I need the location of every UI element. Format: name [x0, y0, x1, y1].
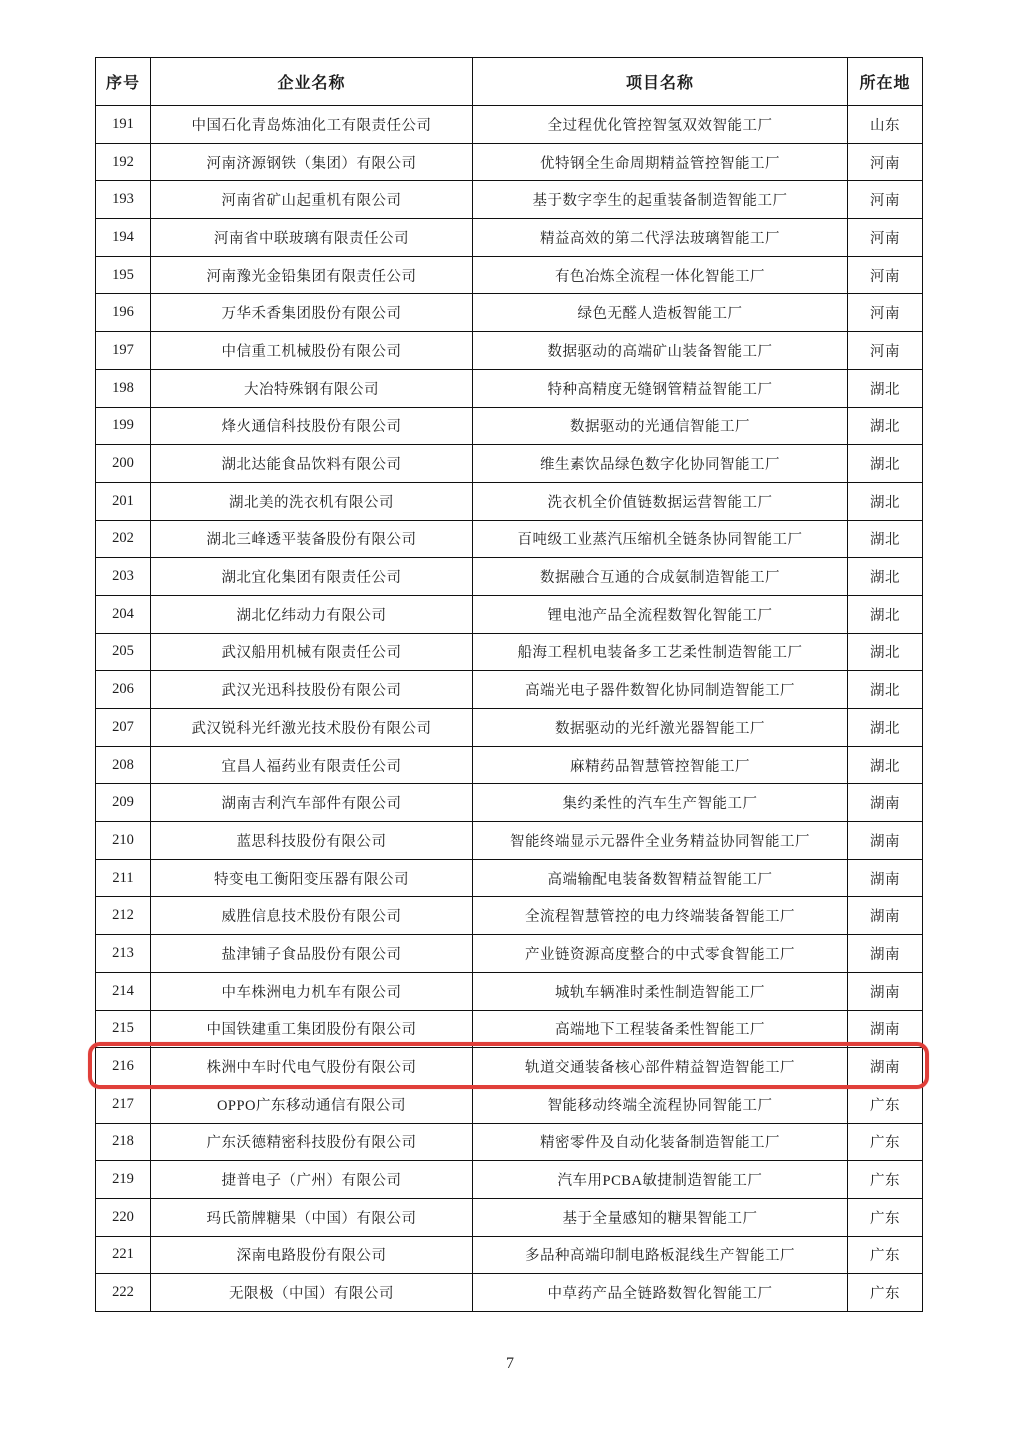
row-number: 204: [96, 595, 151, 633]
location: 山东: [848, 106, 923, 144]
project-name: 基于全量感知的糖果智能工厂: [473, 1198, 848, 1236]
location: 河南: [848, 256, 923, 294]
table-row: [96, 1161, 923, 1199]
row-number: 193: [96, 181, 151, 219]
company-name: 湖北三峰透平装备股份有限公司: [151, 520, 473, 558]
location: 湖北: [848, 482, 923, 520]
company-name: 河南济源钢铁（集团）有限公司: [151, 143, 473, 181]
table-row: [96, 219, 923, 257]
row-number: 213: [96, 935, 151, 973]
project-name: 集约柔性的汽车生产智能工厂: [473, 784, 848, 822]
project-name: 中草药产品全链路数智化智能工厂: [473, 1274, 848, 1312]
project-name: 精益高效的第二代浮法玻璃智能工厂: [473, 219, 848, 257]
location: 湖北: [848, 369, 923, 407]
location: 河南: [848, 294, 923, 332]
project-name: 麻精药品智慧管控智能工厂: [473, 746, 848, 784]
row-number: 222: [96, 1274, 151, 1312]
location: 湖北: [848, 445, 923, 483]
project-name: 锂电池产品全流程数智化智能工厂: [473, 595, 848, 633]
company-name: 烽火通信科技股份有限公司: [151, 407, 473, 445]
company-name: 湖北美的洗衣机有限公司: [151, 482, 473, 520]
location: 湖北: [848, 633, 923, 671]
location: 湖南: [848, 972, 923, 1010]
location: 湖北: [848, 558, 923, 596]
location: 河南: [848, 219, 923, 257]
company-name: 中国石化青岛炼油化工有限责任公司: [151, 106, 473, 144]
table-row: [96, 256, 923, 294]
company-name: 中车株洲电力机车有限公司: [151, 972, 473, 1010]
table-row: [96, 1085, 923, 1123]
project-name: 优特钢全生命周期精益管控智能工厂: [473, 143, 848, 181]
location: 广东: [848, 1198, 923, 1236]
location: 广东: [848, 1085, 923, 1123]
company-name: 河南豫光金铅集团有限责任公司: [151, 256, 473, 294]
row-number: 195: [96, 256, 151, 294]
project-name: 洗衣机全价值链数据运营智能工厂: [473, 482, 848, 520]
row-number: 218: [96, 1123, 151, 1161]
location: 广东: [848, 1123, 923, 1161]
location: 河南: [848, 332, 923, 370]
table-header: [96, 58, 923, 106]
location: 湖南: [848, 822, 923, 860]
company-name: 武汉光迅科技股份有限公司: [151, 671, 473, 709]
table-row: [96, 1048, 923, 1086]
table-row: [96, 897, 923, 935]
location: 湖南: [848, 1048, 923, 1086]
project-name: 城轨车辆准时柔性制造智能工厂: [473, 972, 848, 1010]
company-name: 中国铁建重工集团股份有限公司: [151, 1010, 473, 1048]
location: 湖北: [848, 671, 923, 709]
row-number: 202: [96, 520, 151, 558]
page-number: 7: [506, 1355, 514, 1372]
company-name: 湖北达能食品饮料有限公司: [151, 445, 473, 483]
project-name: 数据驱动的光纤激光器智能工厂: [473, 709, 848, 747]
project-name: 精密零件及自动化装备制造智能工厂: [473, 1123, 848, 1161]
table-row: [96, 859, 923, 897]
company-table: [95, 57, 923, 1312]
project-name: 船海工程机电装备多工艺柔性制造智能工厂: [473, 633, 848, 671]
location: 湖南: [848, 935, 923, 973]
row-number: 215: [96, 1010, 151, 1048]
location: 湖南: [848, 859, 923, 897]
location: 湖南: [848, 1010, 923, 1048]
company-name: OPPO广东移动通信有限公司: [151, 1085, 473, 1123]
table-row: [96, 822, 923, 860]
table-row: [96, 106, 923, 144]
company-name: 湖北亿纬动力有限公司: [151, 595, 473, 633]
company-name: 威胜信息技术股份有限公司: [151, 897, 473, 935]
project-name: 绿色无醛人造板智能工厂: [473, 294, 848, 332]
header-project: 项目名称: [473, 58, 848, 106]
table-row: [96, 595, 923, 633]
project-name: 全流程智慧管控的电力终端装备智能工厂: [473, 897, 848, 935]
row-number: 220: [96, 1198, 151, 1236]
row-number: 208: [96, 746, 151, 784]
company-name: 河南省中联玻璃有限责任公司: [151, 219, 473, 257]
location: 广东: [848, 1161, 923, 1199]
location: 湖北: [848, 746, 923, 784]
project-name: 智能移动终端全流程协同智能工厂: [473, 1085, 848, 1123]
company-name: 蓝思科技股份有限公司: [151, 822, 473, 860]
row-number: 201: [96, 482, 151, 520]
row-number: 200: [96, 445, 151, 483]
table-row: [96, 1236, 923, 1274]
table-row: [96, 935, 923, 973]
location: 湖北: [848, 709, 923, 747]
company-name: 武汉船用机械有限责任公司: [151, 633, 473, 671]
table-row: [96, 482, 923, 520]
row-number: 216: [96, 1048, 151, 1086]
company-name: 特变电工衡阳变压器有限公司: [151, 859, 473, 897]
project-name: 高端地下工程装备柔性智能工厂: [473, 1010, 848, 1048]
location: 河南: [848, 181, 923, 219]
table-row: [96, 520, 923, 558]
company-name: 无限极（中国）有限公司: [151, 1274, 473, 1312]
row-number: 214: [96, 972, 151, 1010]
row-number: 221: [96, 1236, 151, 1274]
row-number: 192: [96, 143, 151, 181]
table-row: [96, 972, 923, 1010]
location: 湖南: [848, 784, 923, 822]
row-number: 217: [96, 1085, 151, 1123]
location: 广东: [848, 1274, 923, 1312]
table-row: [96, 181, 923, 219]
row-number: 219: [96, 1161, 151, 1199]
company-name: 大冶特殊钢有限公司: [151, 369, 473, 407]
row-number: 199: [96, 407, 151, 445]
company-name: 武汉锐科光纤激光技术股份有限公司: [151, 709, 473, 747]
row-number: 194: [96, 219, 151, 257]
table-row: [96, 369, 923, 407]
table-row: [96, 294, 923, 332]
location: 广东: [848, 1236, 923, 1274]
table-row: [96, 633, 923, 671]
company-name: 捷普电子（广州）有限公司: [151, 1161, 473, 1199]
row-number: 198: [96, 369, 151, 407]
table-body: [96, 106, 923, 1312]
company-name: 广东沃德精密科技股份有限公司: [151, 1123, 473, 1161]
company-name: 湖北宜化集团有限责任公司: [151, 558, 473, 596]
row-number: 191: [96, 106, 151, 144]
header-company: 企业名称: [151, 58, 473, 106]
project-name: 智能终端显示元器件全业务精益协同智能工厂: [473, 822, 848, 860]
project-name: 多品种高端印制电路板混线生产智能工厂: [473, 1236, 848, 1274]
project-name: 基于数字孪生的起重装备制造智能工厂: [473, 181, 848, 219]
header-number: 序号: [96, 58, 151, 106]
table-row: [96, 1198, 923, 1236]
row-number: 196: [96, 294, 151, 332]
project-name: 汽车用PCBA敏捷制造智能工厂: [473, 1161, 848, 1199]
project-name: 高端输配电装备数智精益智能工厂: [473, 859, 848, 897]
location: 湖北: [848, 595, 923, 633]
company-name: 盐津铺子食品股份有限公司: [151, 935, 473, 973]
table-row: [96, 445, 923, 483]
location: 湖北: [848, 520, 923, 558]
row-number: 209: [96, 784, 151, 822]
row-number: 210: [96, 822, 151, 860]
row-number: 211: [96, 859, 151, 897]
table-row: [96, 1123, 923, 1161]
project-name: 全过程优化管控智氢双效智能工厂: [473, 106, 848, 144]
project-name: 数据驱动的高端矿山装备智能工厂: [473, 332, 848, 370]
header-row: [96, 58, 923, 106]
row-number: 207: [96, 709, 151, 747]
project-name: 数据融合互通的合成氨制造智能工厂: [473, 558, 848, 596]
location: 河南: [848, 143, 923, 181]
project-name: 有色冶炼全流程一体化智能工厂: [473, 256, 848, 294]
project-name: 产业链资源高度整合的中式零食智能工厂: [473, 935, 848, 973]
company-name: 万华禾香集团股份有限公司: [151, 294, 473, 332]
table-row: [96, 1274, 923, 1312]
project-name: 维生素饮品绿色数字化协同智能工厂: [473, 445, 848, 483]
row-number: 197: [96, 332, 151, 370]
table-row: [96, 1010, 923, 1048]
table-row: [96, 746, 923, 784]
table-row: [96, 558, 923, 596]
header-location: 所在地: [848, 58, 923, 106]
table-row: [96, 407, 923, 445]
location: 湖南: [848, 897, 923, 935]
project-name: 轨道交通装备核心部件精益智造智能工厂: [473, 1048, 848, 1086]
row-number: 206: [96, 671, 151, 709]
company-name: 河南省矿山起重机有限公司: [151, 181, 473, 219]
table-row: [96, 784, 923, 822]
location: 湖北: [848, 407, 923, 445]
project-name: 高端光电子器件数智化协同制造智能工厂: [473, 671, 848, 709]
row-number: 212: [96, 897, 151, 935]
table-row: [96, 143, 923, 181]
company-name: 株洲中车时代电气股份有限公司: [151, 1048, 473, 1086]
table-row: [96, 332, 923, 370]
company-name: 湖南吉利汽车部件有限公司: [151, 784, 473, 822]
company-name: 深南电路股份有限公司: [151, 1236, 473, 1274]
company-name: 宜昌人福药业有限责任公司: [151, 746, 473, 784]
company-name: 玛氏箭牌糖果（中国）有限公司: [151, 1198, 473, 1236]
project-name: 百吨级工业蒸汽压缩机全链条协同智能工厂: [473, 520, 848, 558]
company-table-container: [95, 57, 922, 1312]
company-name: 中信重工机械股份有限公司: [151, 332, 473, 370]
row-number: 205: [96, 633, 151, 671]
table-row: [96, 671, 923, 709]
project-name: 特种高精度无缝钢管精益智能工厂: [473, 369, 848, 407]
table-row: [96, 709, 923, 747]
row-number: 203: [96, 558, 151, 596]
project-name: 数据驱动的光通信智能工厂: [473, 407, 848, 445]
